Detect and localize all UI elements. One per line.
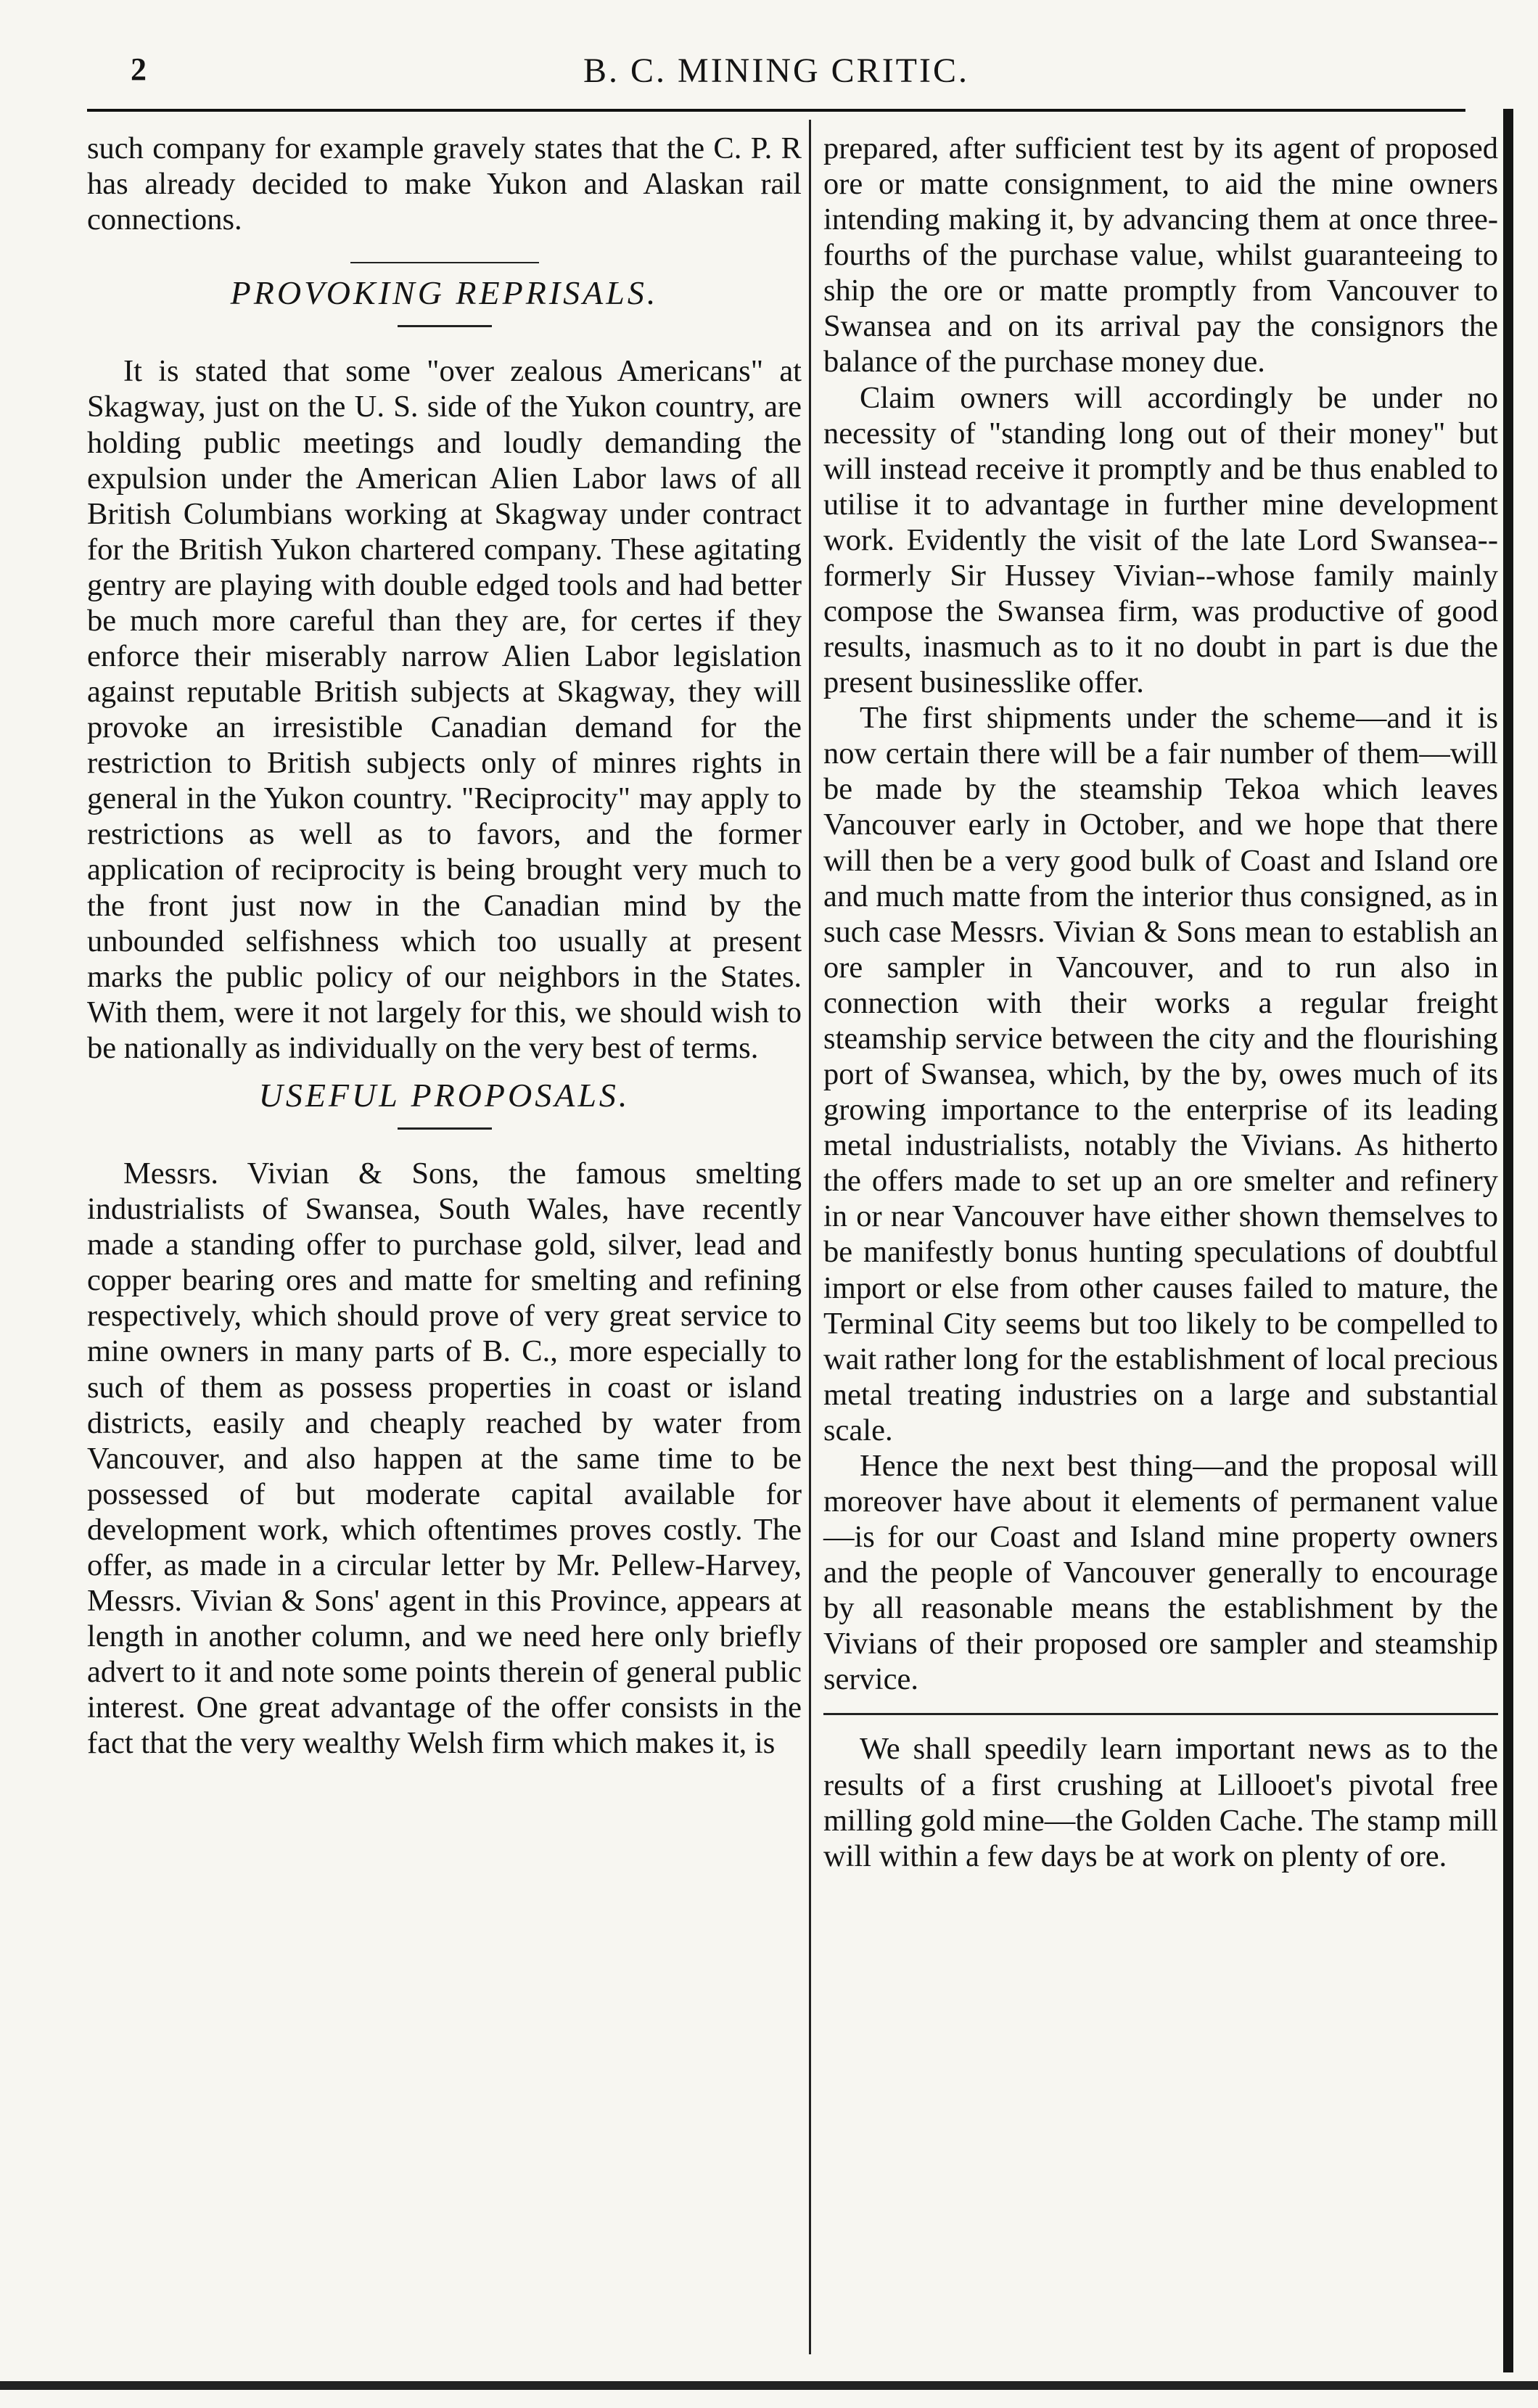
- continuation-paragraph: prepared, after sufficient test by its agent of proposed ore or matte consignment, to aid the mine owners intending making it, by advancing them at once three-fourths of the purchase value, whilst guaranteeing to ship the ore or matte promptly from Vancouver to Swansea and on its arrival pay the consignors the balance of the purchase money due.: [823, 131, 1498, 379]
- section-title-provoking-reprisals: PROVOKING REPRISALS.: [230, 274, 659, 312]
- right-column: [823, 131, 1498, 1874]
- section-divider: [350, 262, 539, 263]
- header-rule: [87, 109, 1465, 112]
- article-paragraph: Hence the next best thing—and the proposal will moreover have about it elements of permanent value—is for our Coast and Island mine property owners and the people of Vancouver generally to encourage by all reasonable means the establishment by the Vivians of their proposed ore sampler and steamship service.: [823, 1448, 1498, 1697]
- title-rule: [398, 1127, 492, 1130]
- article-paragraph: Claim owners will accordingly be under no necessity of "standing long out of their money" but will instead receive it promptly and be thus enabled to utilise it to advantage in further mine development work. Evidently the visit of the late Lord Swansea--formerly Sir Hussey Vivian--whose family mainly compose the Swansea firm, was productive of good results, inasmuch as to it no doubt in part is due the present businesslike offer.: [823, 380, 1498, 700]
- article-paragraph: It is stated that some "over zealous Americans" at Skagway, just on the U. S. side of the Yukon country, are holding public meetings and loudly demanding the expulsion under the American Alien Labor laws of all British Columbians working at Skagway under contract for the British Yukon chartered company. These agitating gentry are playing with double edged tools and had better be much more careful than they are, for certes if they enforce their miserably narrow Alien Labor legislation against reputable British subjects at Skagway, they will provoke an irresistible Canadian demand for the restriction to British subjects only of minres rights in general in the Yukon country. "Reciprocity" may apply to restrictions as well as to favors, and the former application of reciprocity is being brought very much to the front just now in the Canadian mind by the unbounded selfishness which too usually at present marks the public policy of our neighbors in the States. With them, were it not largely for this, we should wish to be nationally as individually on the very best of terms.: [87, 354, 802, 1065]
- section-title-useful-proposals: USEFUL PROPOSALS.: [258, 1076, 630, 1114]
- intro-paragraph: such company for example gravely states that the C. P. R has already decided to make Yukon and Alaskan rail connections.: [87, 131, 802, 237]
- title-rule: [398, 325, 492, 327]
- page-header: [58, 51, 1494, 102]
- column-divider: [809, 120, 811, 2354]
- article-paragraph: The first shipments under the scheme—and it is now certain there will be a fair number of them—will be made by the steamship Tekoa which leaves Vancouver early in October, and we hope that there will then be a very good bulk of Coast and Island ore and much matte from the interior thus consigned, as in such case Messrs. Vivian & Sons mean to establish an ore sampler in Vancouver, and to run also in connection with their works a regular freight steamship service between the city and the flourishing port of Swansea, which, by the by, owes much of its growing importance to the enterprise of its leading metal industrialists, notably the Vivians. As hitherto the offers made to set up an ore smelter and refinery in or near Vancouver have either shown themselves to be manifestly bonus hunting speculations of doubtful import or else from other causes failed to mature, the Terminal City seems but too likely to be compelled to wait rather long for the establishment of local precious metal treating industries on a large and substantial scale.: [823, 701, 1498, 1447]
- article-paragraph: Messrs. Vivian & Sons, the famous smelting industrialists of Swansea, South Wales, have recently made a standing offer to purchase gold, silver, lead and copper bearing ores and matte for smelting and refining respectively, which should prove of very great service to mine owners in many parts of B. C., more especially to such of them as possess properties in coast or island districts, easily and cheaply reached by water from Vancouver, and also happen at the same time to be possessed of but moderate capital available for development work, which oftentimes proves costly. The offer, as made in a circular letter by Mr. Pellew-Harvey, Messrs. Vivian & Sons' agent in this Province, appears at length in another column, and we need here only briefly advert to it and note some points therein of general public interest. One great advantage of the offer consists in the fact that the very wealthy Welsh firm which makes it, is: [87, 1156, 802, 1761]
- bottom-rule: [0, 2381, 1538, 2390]
- page-edge-shadow: [1503, 109, 1513, 2372]
- news-item-divider: [823, 1713, 1498, 1715]
- news-paragraph: We shall speedily learn important news as to the results of a first crushing at Lillooet's pivotal free milling gold mine—the Golden Cache. The stamp mill will within a few days be at work on plenty of ore.: [823, 1732, 1498, 1873]
- left-column: [87, 131, 802, 1761]
- page-number: 2: [131, 52, 147, 87]
- masthead-title: B. C. MINING CRITIC.: [583, 52, 969, 90]
